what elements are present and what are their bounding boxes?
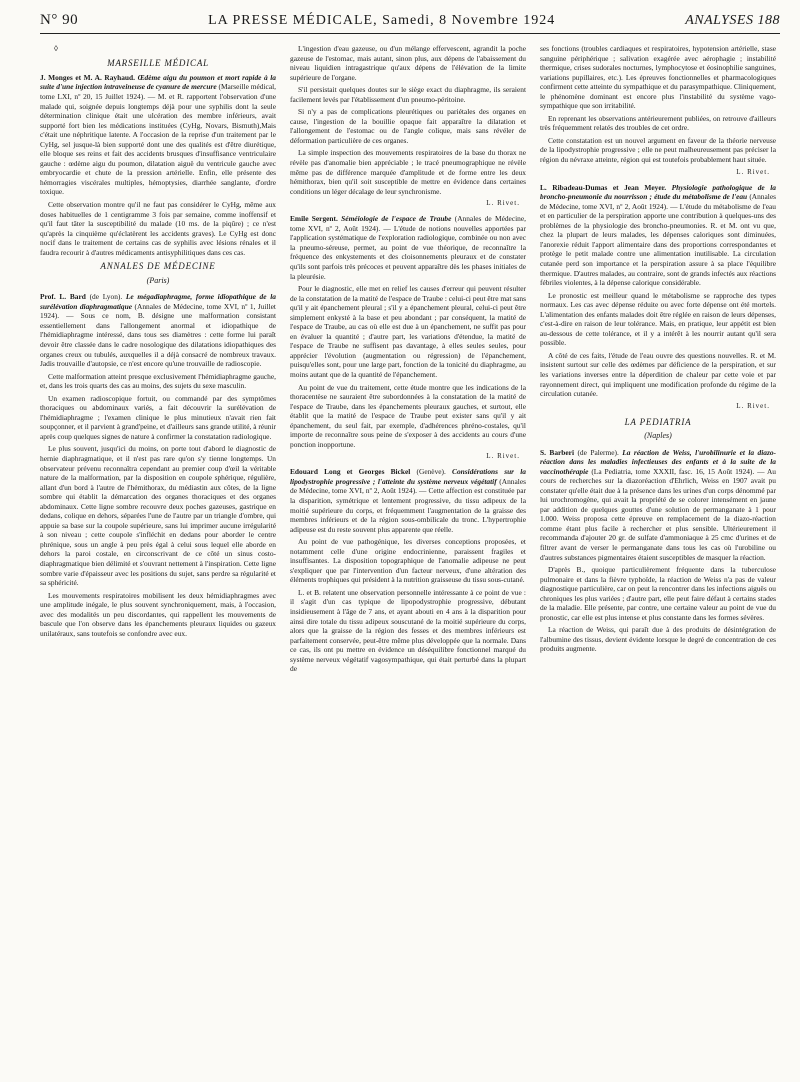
column-1 bbox=[40, 44, 276, 1074]
article-authors: Emile Sergent. bbox=[290, 214, 338, 224]
paragraph: La simple inspection des mouvements respiratoires de la base du thorax ne révèle pas d'anomalie bien appréciable ; le tracé pneumographique ne révèle même pas de différence marquée d'amplitude et de forme entre les deux hémithorax, bien qu'il soit susceptible de mettre en évidence dans certaines conditions un léger décalage de leur synchronisme. bbox=[290, 148, 526, 196]
paragraph: A côté de ces faits, l'étude de l'eau ouvre des questions nouvelles. R. et M. insistent surtout sur celle des œdèmes par déficience de la perspiration, et sur les variations inverses entre la déperdition de chaleur par cette voie et par rayonnement direct, qui impliquent une modification profonde du régime de la circulation cutanée. bbox=[540, 350, 776, 399]
paragraph: D'après B., quoique particulièrement fréquente dans la tuberculose pulmonaire et dans la fièvre typhoïde, la réaction de Weiss n'a pas de valeur diagnostique particulière, car on peut la rencontrer dans les infections aiguës ou chroniques les plus variées ; d'autre part, elle peut faire défaut à certains stades de la maladie. Elle présente, par contre, une certaine valeur au point de vue du pronostic, car elle est plus intense et plus constante dans les formes sévères. bbox=[540, 565, 776, 622]
article-title: Considérations sur la lipodystrophie progressive ; l'atteinte du système nerveux végétatif bbox=[290, 467, 526, 486]
section-subtitle-paris: (Paris) bbox=[146, 275, 170, 285]
paragraph: S'il persistait quelques doutes sur le siège exact du diaphragme, ils seraient facilement levés par l'établissement d'un pneumo-péritoine. bbox=[290, 85, 526, 104]
paragraph: Pour le diagnostic, elle met en relief les causes d'erreur qui peuvent résulter de la constatation de la matité de l'espace de Traube : celui-ci peut être mat sans qu'il y ait épanchement pleural ; s'il y a épanchement pleural, celui-ci peut être simplement enkysté à la base et peu abondant ; par conséquent, la matité de l'espace de Traube, au cas où elle est due à un épanchement, ne suffit pas pour en évaluer la quantité ; d'autre part, les variations d'étendue, la matité de l'espace de Traube ne suffisent pas davantage, à elles seules seules, pour apprécier l'évolution (augmentation ou régression) de l'épanchement, puisqu'elles sont, pour une large part, fonction de la tonicité du diaphragme, au moins autant que de la quantité de l'épanchement. bbox=[290, 284, 526, 379]
paragraph: L. et B. relatent une observation personnelle intéressante à ce point de vue : il s'agit d'un cas typique de lipopodystrophie progressive, débutant insidieusement à l'âge de 7 ans, et ayant abouti en 4 ans à la disparition pour ainsi dire totale du tissu adipeux souscutané de la moitié supérieure du corps, alors que la graisse de la région des fesses et des membres inférieurs est parfaitement conservée, peut-être même plus développée que la normale. Dans ce cas, ils ont pu mettre en évidence un déséquilibre fonctionnel marqué du système nerveux végétatif vagosympathique, qui était perturbé dans la plupart de bbox=[290, 587, 526, 674]
columns bbox=[40, 44, 780, 1074]
article-city: (de Palerme). bbox=[577, 447, 619, 457]
article-authors: L. Ribadeau-Dumas et Jean Meyer. bbox=[540, 182, 667, 192]
paragraph: ses fonctions (troubles cardiaques et respiratoires, hypotension artérielle, stase sanguine périphérique ; salivation exagérée avec aérophagie ; instabilité thermique, crises sudorales nocturnes, lymphocytose et éosinophilie sanguines, variations pupillaires, etc.). Les épreuves fonctionnelles et pharmacologiques confirment cette atteinte du sympathique et du parasympathique. Cliniquement, le phénomène dominant est encore plus l'instabilité du système vago-sympathique que son irritabilité. bbox=[540, 44, 776, 111]
paragraph: Les mouvements respiratoires mobilisent les deux hémidiaphragmes avec une amplitude inégale, le plus souvent synchroniquement, mais, à l'occasion, avec des modalités un peu discordantes, qui rappellent les mouvements de bascule que l'on observe dans les épanchements pleuraux liquides ou gazeux unilatéraux, sans toutefois se confondre avec eux. bbox=[40, 590, 276, 638]
article-title: La réaction de Weiss, l'urobilinurie et la diazo-réaction dans les maladies infectieuses des enfants et à la suite de la vaccinothérapie bbox=[540, 447, 776, 476]
article-sergent bbox=[290, 214, 526, 281]
article-barberi bbox=[540, 448, 776, 563]
article-authors: J. Monges et M. A. Rayhaud. bbox=[40, 72, 135, 82]
paragraph: Le plus souvent, jusqu'ici du moins, on porte tout d'abord le diagnostic de hernie diaphragmatique, et il n'est pas rare qu'on s'y tienne longtemps. Un observateur prévenu reconnaîtra cependant au premier coup d'œil la véritable nature de la malformation, par la disposition en coupole sphérique, régulière, allant d'un bord à l'autre de l'hémithorax, du médiastin aux côtes, de la ligne sombre qui établit la démarcation des organes thoraciques et des organes abdominaux. Cette ligne sombre recouvre deux poches gazeuses, gastrique en dedans, colique en dehors, séparées l'une de l'autre par un triangle d'ombre, qui appuie sa base sur la coupole supérieure, sans lui imprimer aucune irrégularité à son niveau ; cette coupole s'infléchit en dedans pour aborder le centre phrénique, sous un angle à peu près égal à celui sous lequel elle aborde en dehors la paroi costale, en circonscrivant de ce côté un sinus costo-diaphragmatique bien délimité et s'ouvrant nettement à l'inspiration. Cette ligne sombre varie d'épaisseur avec les positions du sujet, sans perdre sa régularité et sa sphéricité. bbox=[40, 444, 276, 588]
signature: L. Rivet. bbox=[486, 199, 520, 208]
paragraph: Un examen radioscopique fortuit, ou commandé par des symptômes thoraciques ou abdominaux variés, a fait découvrir la surélévation de l'hémidiaphragme ; l'examen clinique le plus minutieux n'avait rien fait soupçonner, et il parvient à grand'peine, et d'ailleurs sans grande utilité, à réunir après coup quelques signes de nature à confirmer la constatation radiologique. bbox=[40, 393, 276, 441]
article-bard bbox=[40, 292, 276, 368]
paragraph: Au point de vue pathogénique, les diverses conceptions proposées, et notamment celle d'une origine endocrinienne, paraissent fragiles et insuffisantes. La disposition topographique de l'anomalie adipeuse ne peut s'expliquer que par l'intervention d'un facteur nerveux, d'une altération des éléments trophiques qui président à la nutrition graisseuse du tissu sous-cutané. bbox=[290, 537, 526, 585]
signature: L. Rivet. bbox=[736, 167, 770, 176]
article-title: Œdème aigu du poumon et mort rapide à la suite d'une injection intraveineuse de cyanure de mercure bbox=[40, 72, 276, 92]
article-city: (Genève). bbox=[416, 467, 446, 477]
section-title-annales: ANNALES DE MÉDECINE bbox=[100, 261, 216, 272]
article-long-bickel bbox=[290, 467, 526, 534]
paragraph: Cette constatation est un nouvel argument en faveur de la théorie nerveuse de la lipodystrophie progressive ; elle ne peut malheureusement pas préciser la région du névraxe atteinte, région qui est toutefois probablement haut située. bbox=[540, 135, 776, 165]
article-body: (Annales de Médecine, tome XVI, nº 2, Août 1924). — Cette affection est constituée par la disparition, symétrique et lentement progressive, du tissu adipeux de la moitié supérieure du corps, et fréquemment l'augmentation de la graisse des membres inférieurs et de la région sous-ombilicale du tronc. L'hypertrophie adipeuse est du reste souvent plus apparente que réelle. bbox=[290, 476, 526, 534]
article-title: Séméiologie de l'espace de Traube bbox=[341, 214, 452, 224]
article-authors: Prof. L. Bard bbox=[40, 292, 86, 302]
section-title-pediatria: LA PEDIATRIA bbox=[624, 416, 692, 427]
ornament-mark: ◊ bbox=[54, 44, 58, 53]
section-page-label: ANALYSES 188 bbox=[685, 13, 780, 28]
signature: L. Rivet. bbox=[736, 401, 770, 410]
article-title: Le mégadiaphragme, forme idiopathique de la surélévation diaphragmatique bbox=[40, 292, 276, 311]
article-body: (Annales de Médecine, tome XVI, nº 1, Juillet 1924). — Sous ce nom, B. désigne une malformation consistant essentiellement dans l'allongement anormal et idiopathique de l'hémidiaphragme intéressé, dans tous ses diamètres : cette forme lui paraît devoir être classée dans le cadre nosologique des dilatations idiopathiques des organes creux ou tubulés, auxquelles il a déjà consacré de nombreux travaux. Jadis trouvaille d'autopsie, ce n'est encore qu'une trouvaille de radioscopie. bbox=[40, 301, 276, 369]
paragraph: Cette observation montre qu'il ne faut pas considérer le CyHg, même aux doses habituelles de 1 centigramme 3 fois par semaine, comme inoffensif et qu'il faut tâter la susceptibilité du malade (10 ms. de la piqûre) ; ce n'est qu'après la cinquième qu'éclatèrent les accidents graves). Le CyHg est donc nocif dans le traitement de certains cas de syphilis avec lésions rénales et il faudra recourir à d'autres médicaments antisyphilitiques dans ces cas. bbox=[40, 200, 276, 257]
paragraph: Au point de vue du traitement, cette étude montre que les indications de la thoracentèse ne sauraient être subordonnées à la constatation de la matité de l'espace de Traube, dans les épanchements pleuraux gauches, et surtout, elle établit que la matité de l'espace de Traube peut exister sans qu'il y ait épanchement, du seul fait, par exemple, d'adhérences phréno-costales, qu'il importe de reconnaître sous peine de s'exposer à des accidents au cours d'une ponction inopportune. bbox=[290, 382, 526, 449]
article-body: (La Pediatria, tome XXXII, fasc. 16, 15 Août 1924). — Au cours de recherches sur la diazoréaction d'Ehrlich, Weiss en 1907 avait pu constater qu'elle était due à la présence dans les urines d'un corps dénommé par lui urochromogène, qui avait la propriété de se colorer intensément en jaune par addition de quelques gouttes d'une solution de permanganate à 1 pour 1.000. Weiss proposa cette épreuve en remplacement de la diazo-réaction comme étant plus facile à rechercher et plus sensible. Ultérieurement il recommanda d'ajouter 20 gr. de sulfate d'ammoniaque à 25 cmc d'urines et de filtrer avant de verser le permanganate dans tous les cas où l'urobiline ou d'autres substances pigmentaires étaient susceptibles de masquer la réaction. bbox=[540, 466, 776, 562]
section-title-marseille: MARSEILLE MÉDICAL bbox=[107, 58, 209, 69]
article-body: (Annales de Médecine, tome XVI, nº 2, Août 1924). — L'étude du métabolisme de l'eau et en particulier de la perspiration apporte une contribution à quelques-uns des problèmes de la physiologie des broncho-pneumonies. R. et M. ont vu que, chez la plupart de leurs malades, les dépenses caloriques sont diminuées, l'anorexie réduit l'apport alimentaire dans des proportions correspondantes et protège le petit malade contre une alimentation inutilisable. La circulation cutanée perd son importance et la perspiration assure à sa place l'équilibre thermique. D'autres malades, au contraire, sont de grands infectés aux réactions fébriles violentes, à la dépense calorique considérable. bbox=[540, 192, 776, 288]
article-body: (Marseille médical, tome LXI, nº 20, 15 Juillet 1924). — M. et R. rapportent l'observation d'une malade qui, soignée depuis longtemps déjà pour une syphilis dont la seule détermination clinique était une ulcération des membre inférieurs, avait supporté fort bien les médications instituées (CyHg, Novars, Bismuth),Mais c'était une néphritique latente. A l'occasion de la reprise d'un traitement par le CyHg, sel jusque-là bien supporté dont une des qualités est d'être diurétique, elle bloque ses reins et fait des accidents brusques d'insuffisance ventriculaire gauche : œdème aigu du poumon, dilatation aiguë du ventricule gauche avec embryocardie et chute de la pression artérielle. Enfin, elle présente des hémorragies viscérales multiples, hémoptysies, diarrhée sanglante, d'ordre toxique. bbox=[40, 82, 276, 197]
article-body: (Annales de Médecine, tome XVI, nº 2, Août 1924). — L'étude de notions nouvelles apportées par l'application systématique de l'exploration radiologique, combinée ou non avec la pneumo-séreuse, permet, au point de vue théorique, de reconnaître la fréquence des enkystements et des cloisonnements pleuraux et de constater qu'ils sont parfois très précoces et peuvent apparaître dès les phases initiales de la pleurésie. bbox=[290, 214, 526, 281]
article-monges bbox=[40, 73, 276, 197]
paragraph: Si n'y a pas de complications pleurétiques ou pariétales des organes en cause, l'ingestion de la bouillie opaque fait apparaître la dilatation et l'allongement de l'estomac ou de l'angle colique, mais sans révéler de déformation particulière de ces organes. bbox=[290, 107, 526, 145]
section-subtitle-naples: (Naples) bbox=[644, 431, 672, 441]
signature: L. Rivet. bbox=[486, 452, 520, 461]
column-2 bbox=[290, 44, 526, 1074]
article-city: (de Lyon). bbox=[89, 292, 123, 302]
article-authors: Edouard Long et Georges Bickel bbox=[290, 467, 411, 477]
article-authors: S. Barberi bbox=[540, 447, 575, 457]
paragraph: Cette malformation atteint presque exclusivement l'hémidiaphragme gauche, et, dans les trois quarts des cas au moins, des sujets du sexe masculin. bbox=[40, 371, 276, 391]
journal-title-line: LA PRESSE MÉDICALE, Samedi, 8 Novembre 1924 bbox=[208, 13, 556, 28]
paragraph: La réaction de Weiss, qui paraît due à des produits de désintégration de l'albumine des tissus, devient évidente lorsque le degré de concentration de ces produits augmente. bbox=[540, 625, 776, 654]
article-title: Physiologie pathologique de la broncho-pneumonie du nourrisson ; étude du métabolisme de l'eau bbox=[540, 182, 776, 202]
masthead bbox=[40, 12, 780, 34]
paragraph: En reprenant les observations antérieurement publiées, on retrouve d'ailleurs très fréquemment relatés des troubles de cet ordre. bbox=[540, 113, 776, 133]
paragraph: L'ingestion d'eau gazeuse, ou d'un mélange effervescent, agrandit la poche gazeuse de l'estomac, mais autant, sinon plus, aux dépens de l'abaissement du niveau liquidien intragastrique qu'aux dépens de l'élévation de la limite supérieure de l'organe. bbox=[290, 44, 526, 82]
column-3 bbox=[540, 44, 776, 1074]
paragraph: Le pronostic est meilleur quand le métabolisme se rapproche des types normaux. Les cas avec dépense réduite ou avec forte dépense ont été mortels. L'alimentation des enfants malades doit être réglée en raison de leurs dépenses, c'est-à-dire en raison de leur tolérance. Mais, en pratique, leur appétit est bien au-dessous de cette tolérance, et il y a intérêt à les nourrir autant qu'il sera possible. bbox=[540, 290, 776, 348]
article-ribadeau-dumas bbox=[540, 183, 776, 288]
issue-number: N° 90 bbox=[40, 12, 79, 28]
